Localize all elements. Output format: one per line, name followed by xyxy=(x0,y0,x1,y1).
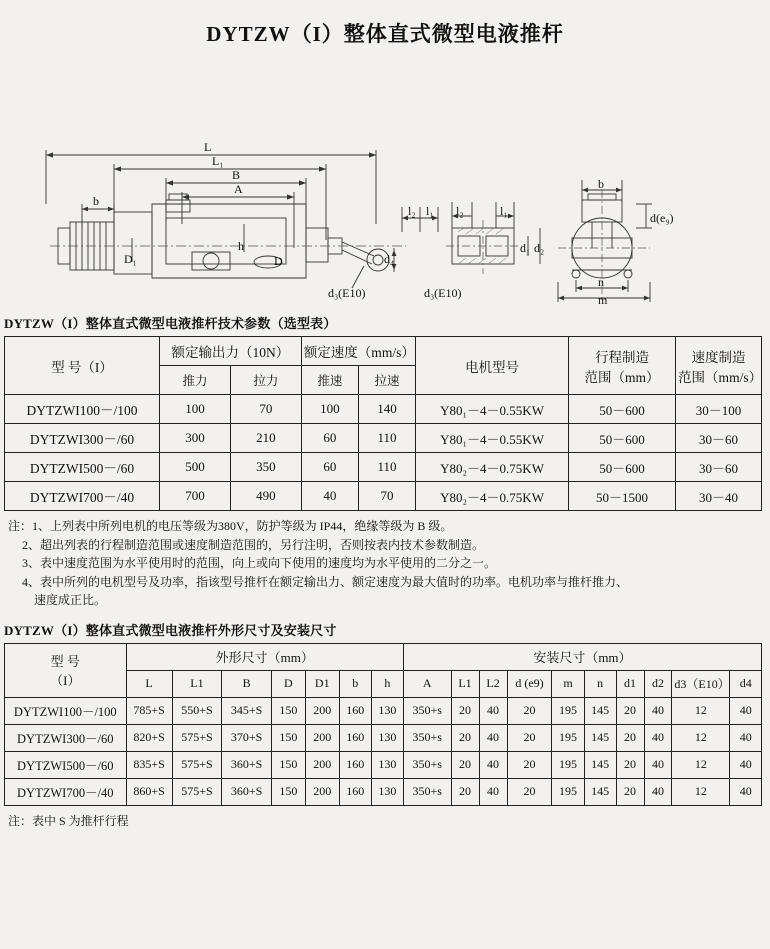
cell-B: 370+S xyxy=(222,724,272,751)
header-col-d3: d3（E10） xyxy=(672,670,730,697)
header-col-h: h xyxy=(371,670,403,697)
header-speed-range-line1: 速度制造 xyxy=(691,349,746,365)
note-line-4: 4、表中所列的电机型号及功率，指该型号推杆在额定输出力、额定速度为最大值时的功率。电机功率与推杆推力、 xyxy=(22,574,629,589)
header-col-L: L xyxy=(126,670,172,697)
table-row xyxy=(5,751,762,778)
cell-pull-speed: 70 xyxy=(358,482,415,511)
cell-A: 350+s xyxy=(403,751,451,778)
cell-D1: 200 xyxy=(305,778,339,805)
cell-pull: 210 xyxy=(230,424,301,453)
header-model-line2: （I） xyxy=(50,673,81,689)
header-col-A: A xyxy=(403,670,451,697)
cell-d1: 20 xyxy=(616,697,644,724)
cell-model: DYTZWI100－/100 xyxy=(5,697,127,724)
header-col-d4: d4 xyxy=(730,670,762,697)
cell-n: 145 xyxy=(584,751,616,778)
header-stroke-range xyxy=(569,337,676,395)
dimensions-table xyxy=(4,643,762,806)
header-col-d1: d1 xyxy=(616,670,644,697)
dim-label-n: n xyxy=(598,275,604,289)
cell-speed: 30－60 xyxy=(676,453,762,482)
cell-d4: 40 xyxy=(730,751,762,778)
dim-label-L: L xyxy=(204,140,212,154)
dim-label-d3-right: d₃(E10) xyxy=(424,286,462,300)
header-speed-range-line2: 范围（mm/s） xyxy=(678,369,763,385)
note-line-2: 2、超出列表的行程制造范围或速度制造范围的，另行注明，否则按表内技术参数制造。 xyxy=(22,537,485,552)
cell-m: 195 xyxy=(552,724,584,751)
cell-m: 195 xyxy=(552,778,584,805)
header-col-L1i: L1 xyxy=(451,670,479,697)
cell-B: 360+S xyxy=(222,751,272,778)
dim-label-l2-b: l₂ xyxy=(456,204,464,218)
cell-d3: 12 xyxy=(672,724,730,751)
cell-m: 195 xyxy=(552,751,584,778)
header-col-L1: L1 xyxy=(172,670,222,697)
cell-D1: 200 xyxy=(305,751,339,778)
cell-model: DYTZWI300－/60 xyxy=(5,424,160,453)
header-col-d2: d2 xyxy=(644,670,672,697)
technical-drawing xyxy=(6,52,764,307)
cell-D: 150 xyxy=(271,697,305,724)
cell-L: 785+S xyxy=(126,697,172,724)
cell-d2: 40 xyxy=(644,697,672,724)
cell-motor: Y80₁－4－0.55KW xyxy=(416,424,569,453)
cell-L1: 575+S xyxy=(172,751,222,778)
header-col-b: b xyxy=(339,670,371,697)
cell-L: 835+S xyxy=(126,751,172,778)
header-install-dims: 安装尺寸（mm） xyxy=(403,643,761,670)
cell-d3: 12 xyxy=(672,751,730,778)
cell-model: DYTZWI300－/60 xyxy=(5,724,127,751)
header-outer-dims: 外形尺寸（mm） xyxy=(126,643,403,670)
cell-d2: 40 xyxy=(644,724,672,751)
header-model-line1: 型 号 xyxy=(50,654,80,670)
cell-D: 150 xyxy=(271,751,305,778)
dim-label-d3-left: d₃(E10) xyxy=(328,286,366,300)
drawing-svg xyxy=(6,52,764,304)
table-row xyxy=(5,395,762,424)
cell-stroke: 50－600 xyxy=(569,424,676,453)
cell-L2: 40 xyxy=(479,778,507,805)
cell-d: 20 xyxy=(507,697,552,724)
header-rated-speed: 额定速度（mm/s） xyxy=(301,337,415,366)
cell-model: DYTZWI500－/60 xyxy=(5,453,160,482)
cell-push: 300 xyxy=(160,424,231,453)
cell-L1i: 20 xyxy=(451,697,479,724)
section2-note: 注：表中 S 为推杆行程 xyxy=(8,813,129,828)
cell-d2: 40 xyxy=(644,751,672,778)
dim-label-d4: d₄ xyxy=(384,252,395,266)
note-line-1: 注：1、上列表中所列电机的电压等级为380V，防护等级为 IP44，绝缘等级为 B 级。 xyxy=(8,519,453,533)
cell-b: 160 xyxy=(339,697,371,724)
cell-D1: 200 xyxy=(305,724,339,751)
cell-d: 20 xyxy=(507,724,552,751)
header-pull: 拉力 xyxy=(230,366,301,395)
cell-stroke: 50－600 xyxy=(569,453,676,482)
cell-b: 160 xyxy=(339,751,371,778)
header-col-D1: D1 xyxy=(305,670,339,697)
header-stroke-range-line2: 范围（mm） xyxy=(584,369,660,385)
cell-L: 860+S xyxy=(126,778,172,805)
dim-label-D: D xyxy=(274,254,283,268)
cell-pull-speed: 110 xyxy=(358,453,415,482)
cell-model: DYTZWI500－/60 xyxy=(5,751,127,778)
cell-L1: 575+S xyxy=(172,724,222,751)
cell-d4: 40 xyxy=(730,778,762,805)
cell-push-speed: 40 xyxy=(301,482,358,511)
cell-L: 820+S xyxy=(126,724,172,751)
table-row xyxy=(5,697,762,724)
header-motor: 电机型号 xyxy=(416,337,569,395)
dim-label-D1: D₁ xyxy=(124,252,137,266)
cell-B: 345+S xyxy=(222,697,272,724)
table-row xyxy=(5,482,762,511)
cell-L1i: 20 xyxy=(451,778,479,805)
cell-push: 700 xyxy=(160,482,231,511)
cell-model: DYTZWI100－/100 xyxy=(5,395,160,424)
dim-label-b-right: b xyxy=(598,177,604,191)
section2-caption: DYTZW（I）整体直式微型电液推杆外形尺寸及安装尺寸 xyxy=(4,622,337,638)
cell-h: 130 xyxy=(371,778,403,805)
cell-stroke: 50－600 xyxy=(569,395,676,424)
cell-D: 150 xyxy=(271,778,305,805)
cell-push-speed: 100 xyxy=(301,395,358,424)
cell-L2: 40 xyxy=(479,697,507,724)
tech-parameters-table xyxy=(4,336,762,511)
cell-pull: 490 xyxy=(230,482,301,511)
cell-L1: 575+S xyxy=(172,778,222,805)
table-row xyxy=(5,724,762,751)
cell-d2: 40 xyxy=(644,778,672,805)
cell-h: 130 xyxy=(371,751,403,778)
header-col-B: B xyxy=(222,670,272,697)
cell-L1: 550+S xyxy=(172,697,222,724)
dim-label-h: h xyxy=(238,239,244,253)
cell-d1: 20 xyxy=(616,751,644,778)
header-model: 型 号（I） xyxy=(5,337,160,395)
header-col-L2: L2 xyxy=(479,670,507,697)
cell-m: 195 xyxy=(552,697,584,724)
dim-label-l2-a: l₂ xyxy=(408,204,416,218)
cell-h: 130 xyxy=(371,724,403,751)
cell-motor: Y80₁－4－0.55KW xyxy=(416,395,569,424)
cell-motor: Y80₂－4－0.75KW xyxy=(416,453,569,482)
table-header-row-1 xyxy=(5,643,762,670)
cell-L2: 40 xyxy=(479,724,507,751)
section1-caption: DYTZW（I）整体直式微型电液推杆技术参数（选型表） xyxy=(4,316,337,331)
cell-d: 20 xyxy=(507,751,552,778)
table-header-row-1 xyxy=(5,337,762,366)
cell-push-speed: 60 xyxy=(301,453,358,482)
cell-push: 100 xyxy=(160,395,231,424)
cell-model: DYTZWI700－/40 xyxy=(5,778,127,805)
note-line-5: 速度成正比。 xyxy=(34,593,107,608)
cell-motor: Y80₂－4－0.75KW xyxy=(416,482,569,511)
cell-B: 360+S xyxy=(222,778,272,805)
header-col-m: m xyxy=(552,670,584,697)
cell-pull: 350 xyxy=(230,453,301,482)
dim-label-b: b xyxy=(93,194,99,208)
dim-label-de9: d(e₉) xyxy=(650,211,674,225)
cell-A: 350+s xyxy=(403,724,451,751)
cell-pull: 70 xyxy=(230,395,301,424)
header-push-speed: 推速 xyxy=(301,366,358,395)
cell-d4: 40 xyxy=(730,697,762,724)
cell-b: 160 xyxy=(339,724,371,751)
cell-model: DYTZWI700－/40 xyxy=(5,482,160,511)
cell-D1: 200 xyxy=(305,697,339,724)
dim-label-B: B xyxy=(232,168,241,182)
cell-stroke: 50－1500 xyxy=(569,482,676,511)
section1-notes xyxy=(8,517,764,610)
dim-label-L1: L₁ xyxy=(212,154,224,168)
cell-d4: 40 xyxy=(730,724,762,751)
header-col-d: d (e9) xyxy=(507,670,552,697)
cell-speed: 30－100 xyxy=(676,395,762,424)
dim-label-m: m xyxy=(598,293,608,304)
cell-n: 145 xyxy=(584,778,616,805)
cell-A: 350+s xyxy=(403,778,451,805)
cell-A: 350+s xyxy=(403,697,451,724)
cell-pull-speed: 140 xyxy=(358,395,415,424)
dim-label-d2: d₂ xyxy=(534,241,545,255)
cell-d1: 20 xyxy=(616,778,644,805)
cell-D: 150 xyxy=(271,724,305,751)
cell-push-speed: 60 xyxy=(301,424,358,453)
header-pull-speed: 拉速 xyxy=(358,366,415,395)
cell-speed: 30－60 xyxy=(676,424,762,453)
dim-label-d1: d₁ xyxy=(520,241,531,255)
cell-d3: 12 xyxy=(672,778,730,805)
header-col-D: D xyxy=(271,670,305,697)
cell-speed: 30－40 xyxy=(676,482,762,511)
cell-d: 20 xyxy=(507,778,552,805)
cell-n: 145 xyxy=(584,724,616,751)
header-stroke-range-line1: 行程制造 xyxy=(595,349,650,365)
cell-b: 160 xyxy=(339,778,371,805)
table-row xyxy=(5,424,762,453)
dim-label-A: A xyxy=(234,182,243,196)
table-row xyxy=(5,778,762,805)
header-model xyxy=(5,643,127,697)
table-row xyxy=(5,453,762,482)
cell-h: 130 xyxy=(371,697,403,724)
cell-d1: 20 xyxy=(616,724,644,751)
page-title: DYTZW（I）整体直式微型电液推杆 xyxy=(206,22,564,46)
note-line-3: 3、表中速度范围为水平使用时的范围，向上或向下使用的速度均为水平使用的二分之一。 xyxy=(22,556,497,571)
header-col-n: n xyxy=(584,670,616,697)
header-rated-output: 额定输出力（10N） xyxy=(160,337,302,366)
header-speed-range xyxy=(676,337,762,395)
cell-d3: 12 xyxy=(672,697,730,724)
dim-label-l1-b: l₁ xyxy=(500,204,508,218)
cell-L2: 40 xyxy=(479,751,507,778)
dim-label-l1-a: l₁ xyxy=(426,204,434,218)
cell-pull-speed: 110 xyxy=(358,424,415,453)
cell-n: 145 xyxy=(584,697,616,724)
cell-push: 500 xyxy=(160,453,231,482)
cell-L1i: 20 xyxy=(451,751,479,778)
header-push: 推力 xyxy=(160,366,231,395)
cell-L1i: 20 xyxy=(451,724,479,751)
